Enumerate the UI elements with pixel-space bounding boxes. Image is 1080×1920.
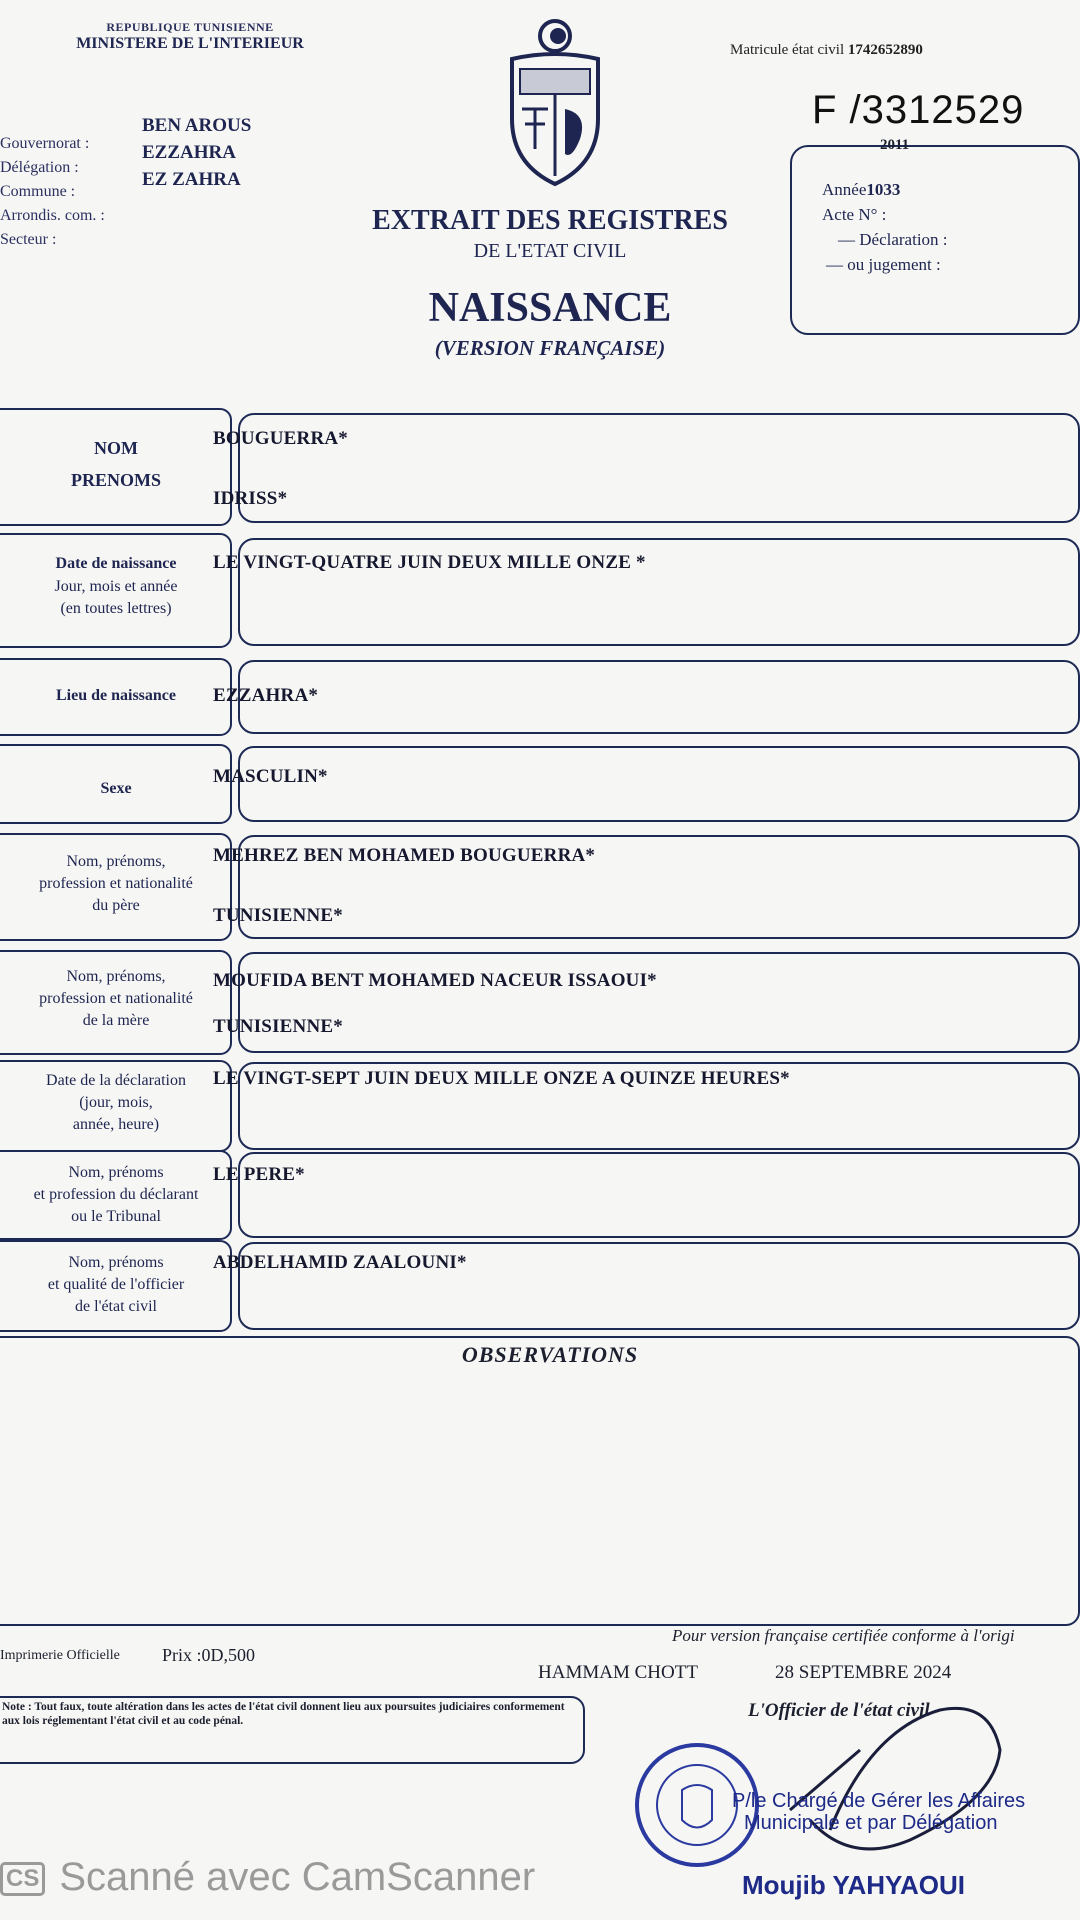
camscanner-text: Scanné avec CamScanner	[59, 1855, 536, 1899]
arrondis-label: Arrondis. com. :	[0, 207, 105, 224]
declarant-label-1: Nom, prénoms	[68, 1164, 164, 1181]
imprimerie-label: Imprimerie Officielle	[0, 1648, 120, 1663]
officier-value: ABDELHAMID ZAALOUNI*	[213, 1252, 467, 1273]
jugement-label: — ou jugement :	[826, 255, 941, 274]
prenoms-value: IDRISS*	[213, 488, 288, 509]
mere-label-1: Nom, prénoms,	[66, 968, 166, 985]
acte-label: Acte N° :	[822, 205, 887, 224]
nom-label: NOM	[94, 438, 138, 458]
row-value-box	[238, 952, 1080, 1053]
date-label-1: Date de naissance	[55, 555, 177, 572]
date-label: 28 SEPTEMBRE 2024	[775, 1662, 952, 1683]
officier-label-3: de l'état civil	[75, 1298, 157, 1315]
acte-details	[822, 177, 948, 277]
row-value-box	[238, 746, 1080, 822]
mere-value-1: MOUFIDA BENT MOHAMED NACEUR ISSAOUI*	[213, 970, 657, 991]
camscanner-watermark	[0, 1855, 535, 1900]
title-naissance: NAISSANCE	[428, 285, 672, 331]
form-number: F /3312529	[812, 88, 1025, 132]
officer-title: L'Officier de l'état civil	[748, 1700, 930, 1721]
place-label: HAMMAM CHOTT	[538, 1662, 698, 1683]
declaration-label: — Déclaration :	[838, 230, 948, 249]
signatory-name: Moujib YAHYAOUI	[742, 1870, 965, 1900]
pere-label-2: profession et nationalité	[39, 875, 193, 892]
title-version: (VERSION FRANÇAISE)	[434, 336, 666, 360]
prix-label: Prix :0D,500	[162, 1645, 256, 1665]
prenoms-label: PRENOMS	[71, 470, 161, 490]
row-value-box	[238, 660, 1080, 734]
mere-label-3: de la mère	[82, 1012, 150, 1029]
decl-label-2: (jour, mois,	[79, 1094, 153, 1111]
row-sexe	[0, 744, 1080, 824]
declarant-label-3: ou le Tribunal	[71, 1208, 161, 1225]
pere-label-1: Nom, prénoms,	[66, 853, 166, 870]
row-label-box	[0, 408, 232, 526]
gouvernorat-label: Gouvernorat :	[0, 135, 90, 152]
mere-value-2: TUNISIENNE*	[213, 1016, 343, 1037]
mere-label-2: profession et nationalité	[39, 990, 193, 1007]
sexe-label: Sexe	[100, 780, 132, 797]
delegation-value: EZZAHRA	[142, 142, 236, 163]
commune-value: EZ ZAHRA	[142, 169, 241, 190]
officier-label-2: et qualité de l'officier	[47, 1276, 185, 1293]
location-values	[142, 112, 251, 193]
annee-label: Année	[822, 180, 867, 199]
row-declaration	[0, 1060, 1080, 1152]
pere-label-3: du père	[92, 897, 140, 914]
pere-value-2: TUNISIENNE*	[213, 905, 343, 926]
republic-label: REPUBLIQUE TUNISIENNE	[106, 20, 274, 34]
ministry-label: MINISTERE DE L'INTERIEUR	[76, 35, 304, 53]
row-nom-prenoms	[0, 408, 1080, 526]
row-officier	[0, 1240, 1080, 1332]
row-date-naissance	[0, 533, 1080, 648]
observations-box	[0, 1336, 1080, 1626]
declarant-value: LE PERE*	[213, 1164, 305, 1185]
officier-label-1: Nom, prénoms	[68, 1254, 164, 1271]
gouvernorat-value: BEN AROUS	[142, 115, 252, 136]
date-label-2: Jour, mois et année	[54, 578, 178, 595]
matricule	[730, 42, 923, 59]
matricule-value: 1742652890	[847, 42, 923, 58]
header-left	[40, 20, 340, 54]
title-etat-civil: DE L'ETAT CIVIL	[473, 240, 627, 262]
date-value: LE VINGT-QUATRE JUIN DEUX MILLE ONZE *	[213, 552, 646, 573]
lieu-value: EZZAHRA*	[213, 685, 319, 706]
matricule-label: Matricule état civil	[730, 42, 845, 58]
nom-value: BOUGUERRA*	[213, 428, 349, 449]
pere-value-1: MEHREZ BEN MOHAMED BOUGUERRA*	[213, 845, 596, 866]
tunisia-emblem-icon	[500, 14, 610, 189]
camscanner-icon: CS	[0, 1862, 45, 1896]
charge-text	[732, 1790, 1025, 1834]
lieu-label: Lieu de naissance	[55, 687, 176, 704]
charge-line-1: P/le Chargé de Gérer les Affaires	[732, 1790, 1026, 1812]
commune-label: Commune :	[0, 183, 76, 200]
annee-line	[822, 177, 948, 202]
observations-title: OBSERVATIONS	[461, 1342, 639, 1367]
acte-year: 2011	[880, 137, 910, 153]
decl-label-1: Date de la déclaration	[46, 1072, 186, 1089]
row-mere	[0, 950, 1080, 1055]
decl-label-3: année, heure)	[72, 1116, 160, 1133]
decl-value: LE VINGT-SEPT JUIN DEUX MILLE ONZE A QUINZE HEURES*	[213, 1068, 790, 1089]
row-declarant	[0, 1150, 1080, 1240]
annee-value: 1033	[866, 180, 901, 199]
row-value-box	[238, 413, 1080, 523]
certification-text: Pour version française certifiée conforme à l'origi	[672, 1626, 1015, 1645]
title-extrait: EXTRAIT DES REGISTRES	[372, 205, 728, 236]
row-value-box	[238, 1152, 1080, 1238]
declarant-label-2: et profession du déclarant	[33, 1186, 199, 1203]
row-pere	[0, 833, 1080, 941]
date-label-3: (en toutes lettres)	[60, 600, 172, 617]
legal-note: Note : Tout faux, toute altération dans les actes de l'état civil donnent lieu aux poursuites judiciaires conformement aux lois réglementant l'état civil et au code pénal.	[2, 1701, 565, 1727]
row-lieu	[0, 658, 1080, 736]
delegation-label: Délégation :	[0, 159, 79, 176]
charge-line-2: Municipale et par Délégation	[744, 1812, 998, 1834]
secteur-label: Secteur :	[0, 231, 57, 248]
sexe-value: MASCULIN*	[213, 766, 328, 787]
location-labels	[0, 132, 105, 252]
